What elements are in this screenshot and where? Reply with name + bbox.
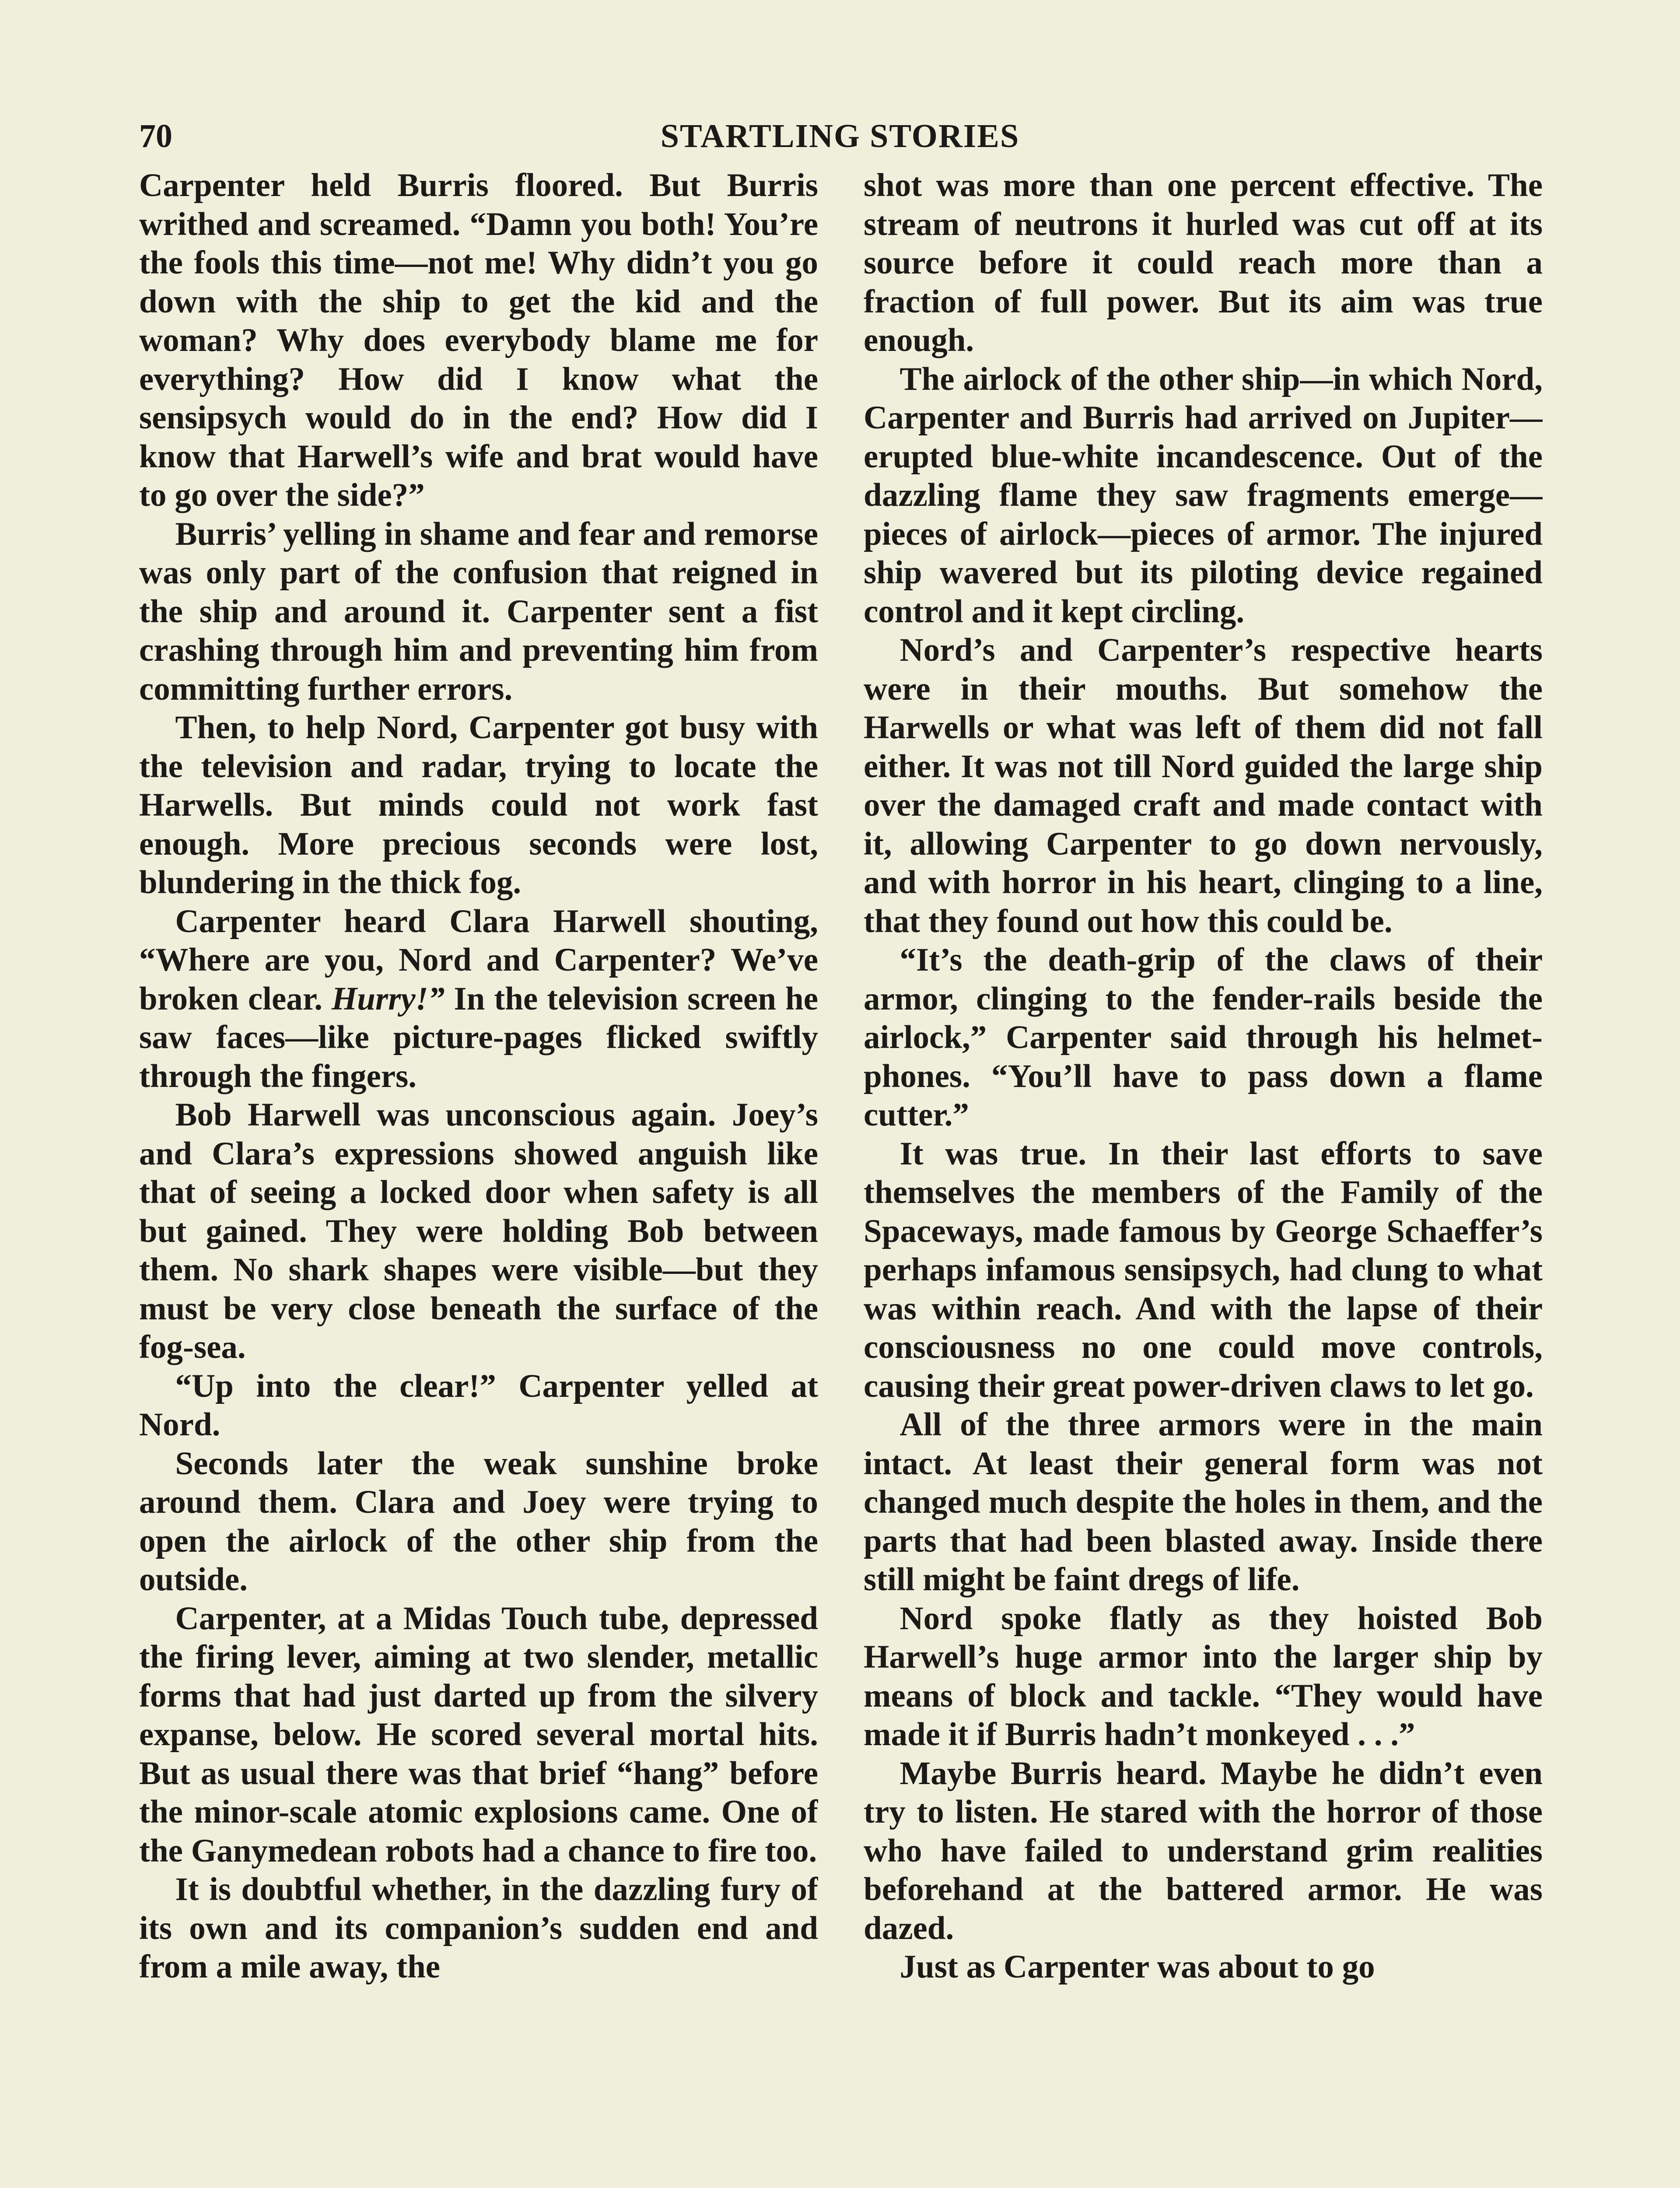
paragraph: Carpenter held Burris floored. But Burris writhed and screamed. “Damn you both! You’re the fools this time—not me! Why didn’t you go down with the ship to get the kid and the woman? Why does everybody blame me for everything? How did I know what the sensipsych would do in the end? How did I know that Harwell’s wife and brat would have to go over the side?” — [139, 167, 818, 513]
paragraph: shot was more than one percent effective. The stream of neutrons it hurled was cut off at its source before it could reach more than a fraction of full power. But its aim was true enough. — [864, 167, 1543, 358]
text-columns — [139, 166, 1543, 2188]
paragraph-text: Carpenter heard Clara Harwell shouting, “Where are you, Nord and Carpenter? We’ve broken clear. — [139, 903, 818, 1017]
emphasis-text: Hurry!” — [331, 980, 445, 1017]
paragraph: Seconds later the weak sunshine broke around them. Clara and Joey were trying to open the airlock of the other ship from the outside. — [139, 1445, 818, 1598]
paragraph: All of the three armors were in the main intact. At least their general form was not changed much despite the holes in them, and the parts that had been blasted away. Inside there still might be faint dregs of life. — [864, 1406, 1543, 1598]
right-column — [864, 166, 1543, 2188]
paragraph: “It’s the death-grip of the claws of their armor, clinging to the fender-rails beside the airlock,” Carpenter said through his helmet-phones. “You’ll have to pass down a flame cutter.” — [864, 942, 1543, 1133]
paragraph: Burris’ yelling in shame and fear and remorse was only part of the confusion that reigned in the ship and around it. Carpenter sent a fist crashing through him and preventing him from committing further errors. — [139, 515, 818, 707]
page-header — [139, 117, 1541, 159]
paragraph: Nord spoke flatly as they hoisted Bob Harwell’s huge armor into the larger ship by means of block and tackle. “They would have made it if Burris hadn’t monkeyed . . .” — [864, 1600, 1543, 1753]
paragraph — [139, 902, 818, 1096]
paragraph: Carpenter, at a Midas Touch tube, depressed the firing lever, aiming at two slender, metallic forms that had just darted up from the silvery expanse, below. He scored several mortal hits. But as usual there was that brief “hang” before the minor-scale atomic explosions came. One of the Ganymedean robots had a chance to fire too. — [139, 1600, 818, 1869]
paragraph: Maybe Burris heard. Maybe he didn’t even try to listen. He stared with the horror of those who have failed to understand grim realities beforehand at the battered armor. He was dazed. — [864, 1755, 1543, 1946]
paragraph: It is doubtful whether, in the dazzling fury of its own and its companion’s sudden end and from a mile away, the — [139, 1871, 818, 1985]
paragraph: The airlock of the other ship—in which Nord, Carpenter and Burris had arrived on Jupiter—erupted blue-white incandescence. Out of the dazzling flame they saw fragments emerge—pieces of airlock—pieces of armor. The injured ship wavered but its piloting device regained control and it kept circling. — [864, 361, 1543, 630]
paragraph: Just as Carpenter was about to go — [900, 1949, 1375, 1985]
paragraph: Nord’s and Carpenter’s respective hearts were in their mouths. But somehow the Harwells or what was left of them did not fall either. It was not till Nord guided the large ship over the damaged craft and made contact with it, allowing Carpenter to go down nervously, and with horror in his heart, clinging to a line, that they found out how this could be. — [864, 632, 1543, 940]
paragraph-text: In the television screen he saw faces—like picture-pages flicked swiftly through the fingers. — [139, 980, 818, 1094]
paragraph: “Up into the clear!” Carpenter yelled at Nord. — [139, 1368, 818, 1443]
paragraph: Bob Harwell was unconscious again. Joey’s and Clara’s expressions showed anguish like that of seeing a locked door when safety is all but gained. They were holding Bob between them. No shark shapes were visible—but they must be very close beneath the surface of the fog-sea. — [139, 1097, 818, 1365]
left-column — [139, 166, 818, 2188]
paragraph: It was true. In their last efforts to save themselves the members of the Family of the Spaceways, made famous by George Schaeffer’s perhaps infamous sensipsych, had clung to what was within reach. And with the lapse of their consciousness no one could move controls, causing their great power-driven claws to let go. — [864, 1135, 1543, 1404]
page-number: 70 — [139, 118, 172, 154]
paragraph: Then, to help Nord, Carpenter got busy with the television and radar, trying to locate the Harwells. But minds could not work fast enough. More precious seconds were lost, blundering in the thick fog. — [139, 709, 818, 901]
running-title: STARTLING STORIES — [660, 118, 1020, 154]
